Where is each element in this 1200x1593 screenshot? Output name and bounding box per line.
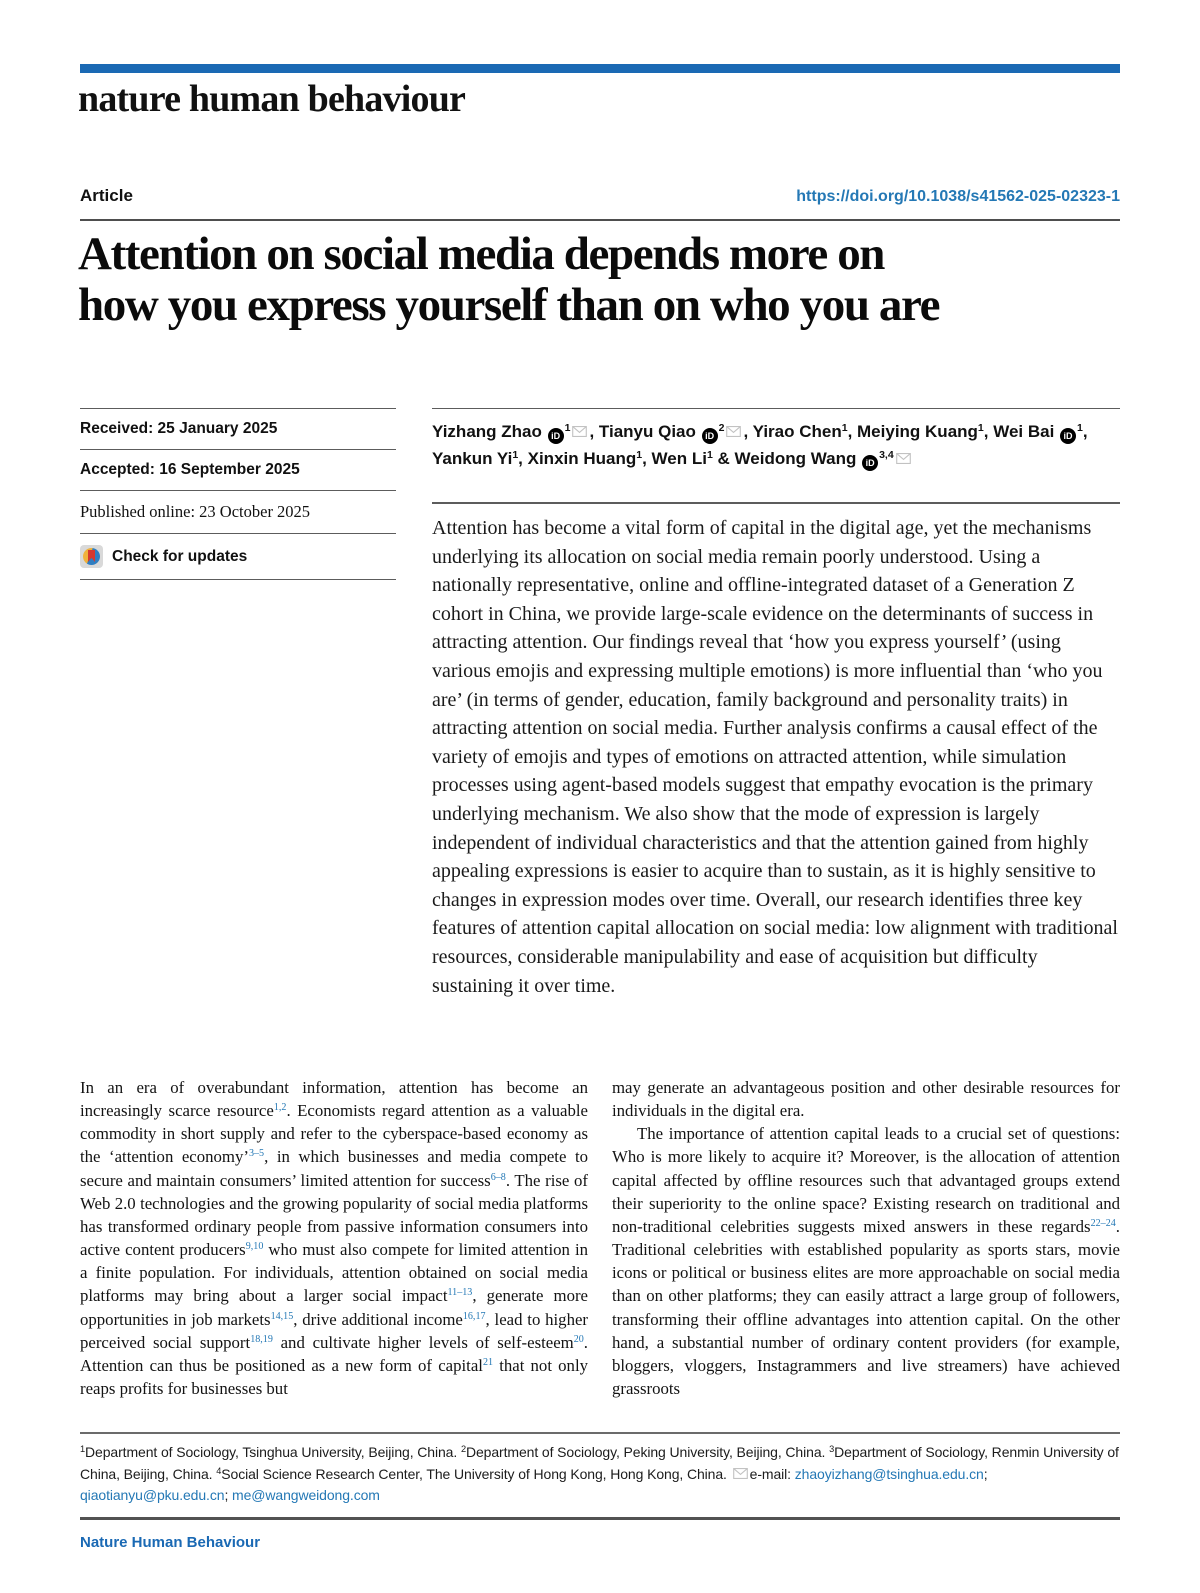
affiliation-superscript: 1: [977, 422, 984, 435]
page-title: [78, 229, 1138, 331]
affiliation-superscript: 1: [1077, 422, 1083, 435]
reference-link[interactable]: 21: [482, 1356, 494, 1368]
affiliation-superscript: 3: [829, 1444, 835, 1455]
affiliation-superscript: 1: [564, 422, 571, 435]
abstract: Attention has become a vital form of capital in the digital age, yet the mechanisms underlying its allocation on social media remain poorly understood. Using a nationally representative, online and offline-integrated dataset of a Generation Z cohort in China, we provide large-scale evidence on the determinants of success in attracting attention. Our findings reveal that ‘how you express yourself’ (using various emojis and expressing multiple emotions) is more influential than ‘who you are’ (in terms of gender, education, family background and personality traits) in attracting attention on social media. Further analysis confirms a causal effect of the variety of emojis and types of emotions on attracted attention, while simulation processes using agent-based models suggest that empathy evocation is the primary underlying mechanism. We also show that the mode of expression is largely independent of individual characteristics and that the attention gained from highly appealing expressions is easier to acquire than to sustain, as it is highly sensitive to changes in expression modes over time. Overall, our research identifies three key features of attention capital allocation on social media: low alignment with traditional resources, considerable manipulability and ease of acquisition but difficulty sustaining it over time.: [432, 502, 1120, 1000]
affiliation-superscript: 1: [841, 422, 848, 435]
affiliation-superscript: 1: [512, 449, 519, 462]
reference-link[interactable]: 3–5: [248, 1148, 265, 1160]
received-date: Received: 25 January 2025: [80, 408, 396, 449]
affiliation-superscript: 1: [80, 1444, 86, 1455]
email-link[interactable]: qiaotianyu@pku.edu.cn: [80, 1487, 225, 1503]
check-for-updates-label: Check for updates: [112, 547, 248, 565]
published-date: Published online: 23 October 2025: [80, 490, 396, 533]
email-icon[interactable]: [896, 453, 911, 464]
affiliation-superscript: 4: [216, 1465, 222, 1476]
header-rule: [80, 219, 1120, 221]
reference-link[interactable]: 9,10: [245, 1241, 264, 1253]
journal-masthead: nature human behaviour: [78, 78, 466, 120]
reference-link[interactable]: 14,15: [270, 1310, 294, 1322]
article-dates-block: [80, 408, 396, 580]
reference-link[interactable]: 20: [573, 1333, 584, 1345]
affiliations-footnote: $^1$Department of Sociology, Tsinghua University, Beijing, China. $^2$Department of Sociology, Peking University, Beijing, China. $^3$Department of Sociology, Renmin University of China, Beijing, China. $^4$Social Science Research Center, The University of Hong Kong, Hong Kong, China. e-mail: zhaoyizhang@tsinghua.edu.cn; qiaotianyu@pku.edu.cn; me@wangweidong.com: [80, 1444, 1119, 1503]
reference-link[interactable]: 6–8: [490, 1171, 506, 1183]
email-icon[interactable]: [726, 426, 741, 437]
footer-rule: [80, 1517, 1120, 1520]
body-paragraph: may generate an advantageous position and other desirable resources for individuals in the digital era.: [612, 1078, 1120, 1121]
footer-journal-name: Nature Human Behaviour: [80, 1534, 261, 1551]
orcid-icon[interactable]: iD: [702, 428, 718, 444]
reference-link[interactable]: 18,19: [250, 1333, 273, 1345]
title-line-1: Attention on social media depends more on: [78, 228, 885, 280]
affiliation-superscript: 1: [706, 449, 713, 462]
orcid-icon[interactable]: iD: [862, 455, 878, 471]
affiliation-superscript: 2: [460, 1444, 466, 1455]
reference-link[interactable]: 11–13: [447, 1287, 473, 1299]
author-list: Yizhang Zhao $iD^1$ , Tianyu Qiao $iD^2$ , Yirao Chen$^1$, Meiying Kuang$^1$, Wei Bai $iD^1$, Yankun Yi$^1$, Xinxin Huang$^1$, Wen Li$^1$ & Weidong Wang iD$^{3,4}$: [432, 408, 1120, 472]
accepted-date: Accepted: 16 September 2025: [80, 449, 396, 490]
affiliation-superscript: 3,4: [879, 449, 894, 462]
email-link[interactable]: zhaoyizhang@tsinghua.edu.cn: [794, 1465, 984, 1482]
orcid-icon[interactable]: iD: [1060, 428, 1076, 444]
email-icon[interactable]: [733, 1468, 748, 1479]
affiliation-superscript: 2: [718, 422, 725, 435]
footnote-rule: [80, 1432, 1120, 1434]
article-header-row: [80, 186, 1120, 206]
body-column-right: [612, 1076, 1120, 1400]
orcid-icon[interactable]: iD: [548, 428, 564, 444]
body-column-left: [80, 1076, 588, 1400]
body-paragraph: In an era of overabundant information, attention has become an increasingly scarce resource$^{1,2}$. Economists regard attention as a valuable commodity in short supply and refer to the cyberspace-based economy as the ‘attention economy’$^{3-5}$, in which businesses and media compete to secure and maintain consumers’ limited attention for success$^{6-8}$. The rise of Web 2.0 technologies and the growing popularity of social media platforms has transformed ordinary people from passive information consumers into active content producers$^{9,10}$ who must also compete for limited attention in a finite population. For individuals, attention obtained on social media platforms may bring about a larger social impact$^{11-13}$, generate more opportunities in job markets$^{14,15}$, drive additional income$^{16,17}$, lead to higher perceived social support$^{18,19}$ and cultivate higher levels of self-esteem$^{20}$. Attention can thus be positioned as a new form of capital$^{21}$ that not only reaps profits for businesses but: [80, 1078, 589, 1399]
crossmark-icon: [80, 545, 103, 568]
email-icon[interactable]: [572, 426, 587, 437]
email-link[interactable]: me@wangweidong.com: [232, 1487, 380, 1503]
affiliation-superscript: 1: [636, 449, 643, 462]
body-paragraph: The importance of attention capital leads to a crucial set of questions: Who is more likely to acquire it? Moreover, is the allocation of attention capital affected by offline resources such that advantaged groups extend their superiority to the online space? Existing research on traditional and non-traditional celebrities suggests mixed answers in these regards$^{22-24}$. Traditional celebrities with established popularity as sports stars, movie icons or political or business elites are more approachable on social media than on other platforms; they can easily attract a large group of followers, transforming their offline advantages into attention capital. On the other hand, a substantial number of ordinary content providers (for example, bloggers, vloggers, Instagrammers and live streamers) have achieved grassroots: [612, 1124, 1120, 1399]
check-for-updates-button[interactable]: [80, 533, 396, 580]
doi-link[interactable]: https://doi.org/10.1038/s41562-025-02323-1: [796, 188, 1120, 205]
masthead-accent-bar: [80, 64, 1120, 73]
title-line-2: how you express yourself than on who you are: [78, 279, 940, 331]
reference-link[interactable]: 16,17: [462, 1310, 486, 1322]
article-type-label: Article: [80, 186, 133, 205]
authors-block: [432, 408, 1120, 472]
reference-link[interactable]: 22–24: [1090, 1217, 1116, 1229]
reference-link[interactable]: 1,2: [273, 1102, 287, 1114]
